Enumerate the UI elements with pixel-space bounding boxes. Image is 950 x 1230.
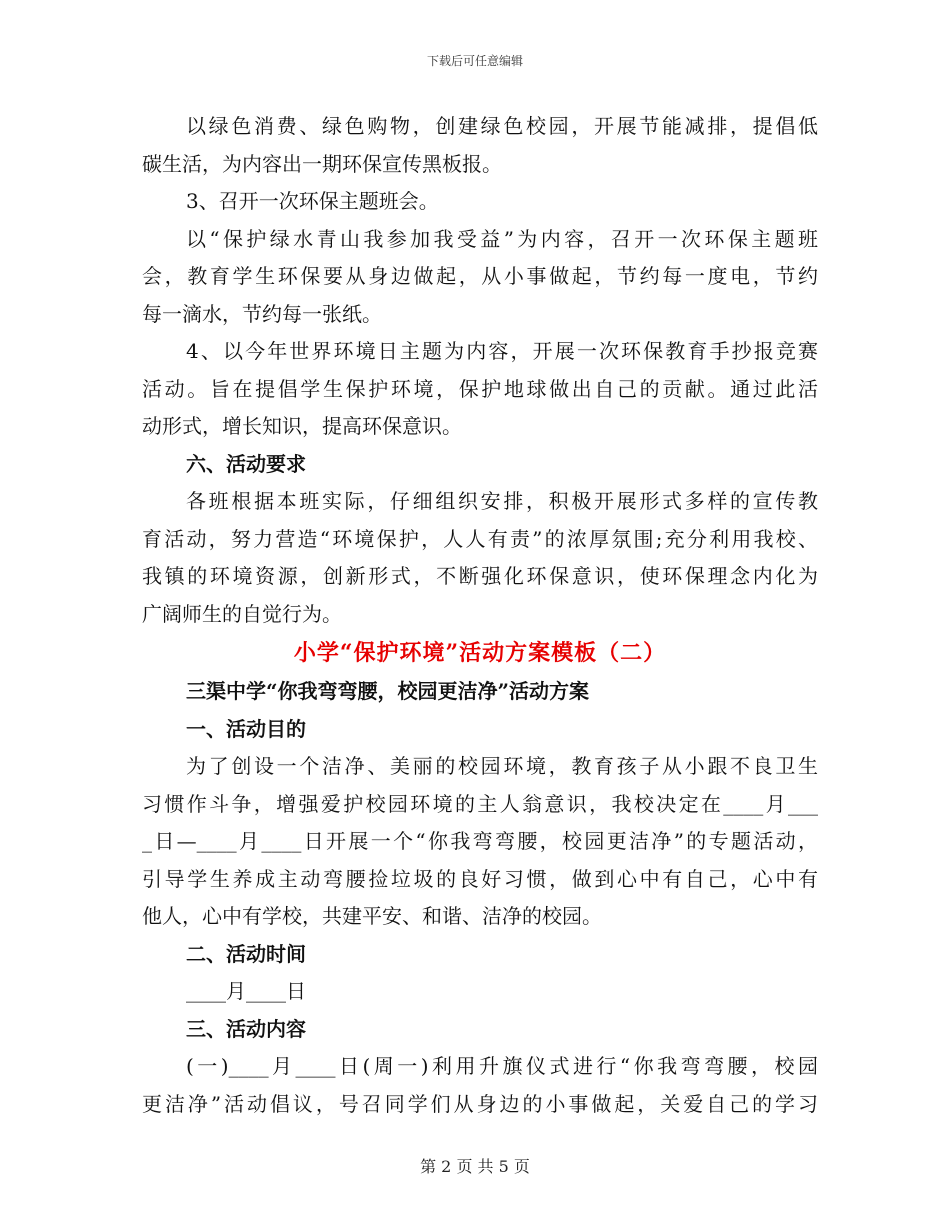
- text-line: 活动。旨在提倡学生保护环境，保护地球做出自己的贡献。通过此活: [142, 376, 818, 401]
- text-line: 育活动，努力营造“环境保护，人人有责”的浓厚氛围;充分利用我校、: [142, 526, 818, 551]
- text-line: 引导学生养成主动弯腰捡垃圾的良好习惯，做到心中有自己，心中有: [142, 866, 818, 891]
- text-line: _日—____月____日开展一个“你我弯弯腰，校园更洁净”的专题活动，: [142, 829, 818, 853]
- paragraph-block-2: [142, 673, 818, 1123]
- text-line: 更洁净”活动倡议，号召同学们从身边的小事做起，关爱自己的学习: [142, 1091, 818, 1116]
- text-line: 以“保护绿水青山我参加我受益”为内容，召开一次环保主题班: [186, 226, 818, 251]
- page-header-note: 下载后可任意编辑: [426, 54, 523, 68]
- paragraph-block-1: [142, 108, 818, 633]
- text-line: 动形式，增长知识，提高环保意识。: [142, 414, 462, 438]
- text-line: 3、召开一次环保主题班会。: [186, 189, 439, 213]
- section-title: 小学“保护环境”活动方案模板（二）: [293, 640, 667, 666]
- heading-line: 一、活动目的: [186, 716, 306, 741]
- text-line: 碳生活，为内容出一期环保宣传黑板报。: [142, 151, 502, 176]
- text-line: 我镇的环境资源，创新形式，不断强化环保意识，使环保理念内化为: [142, 564, 818, 588]
- text-line: 为了创设一个洁净、美丽的校园环境，教育孩子从小跟不良卫生: [186, 754, 818, 778]
- text-line: 以绿色消费、绿色购物，创建绿色校园，开展节能减排，提倡低: [186, 114, 818, 138]
- text-line: 广阔师生的自觉行为。: [142, 601, 342, 626]
- text-line: 他人，心中有学校，共建平安、和谐、洁净的校园。: [142, 904, 602, 928]
- text-line: 习惯作斗争，增强爱护校园环境的主人翁意识，我校决定在____月___: [142, 791, 818, 816]
- text-line: 各班根据本班实际，仔细组织安排，积极开展形式多样的宣传教: [186, 489, 818, 513]
- document-body: [142, 108, 818, 1123]
- text-line: 每一滴水，节约每一张纸。: [142, 301, 382, 326]
- text-line: 会，教育学生环保要从身边做起，从小事做起，节约每一度电，节约: [142, 264, 818, 288]
- text-line: 4、以今年世界环境日主题为内容，开展一次环保教育手抄报竞赛: [186, 339, 818, 363]
- heading-line: 三、活动内容: [186, 1016, 306, 1041]
- heading-line: 二、活动时间: [186, 941, 306, 966]
- text-line: (一)____月____日(周一)利用升旗仪式进行“你我弯弯腰，校园: [186, 1054, 818, 1078]
- text-line: ____月____日: [186, 979, 306, 1003]
- page-number: 第 2 页 共 5 页: [420, 1157, 530, 1176]
- heading-line: 六、活动要求: [186, 451, 306, 476]
- heading-line: 三渠中学“你我弯弯腰，校园更洁净”活动方案: [186, 679, 590, 703]
